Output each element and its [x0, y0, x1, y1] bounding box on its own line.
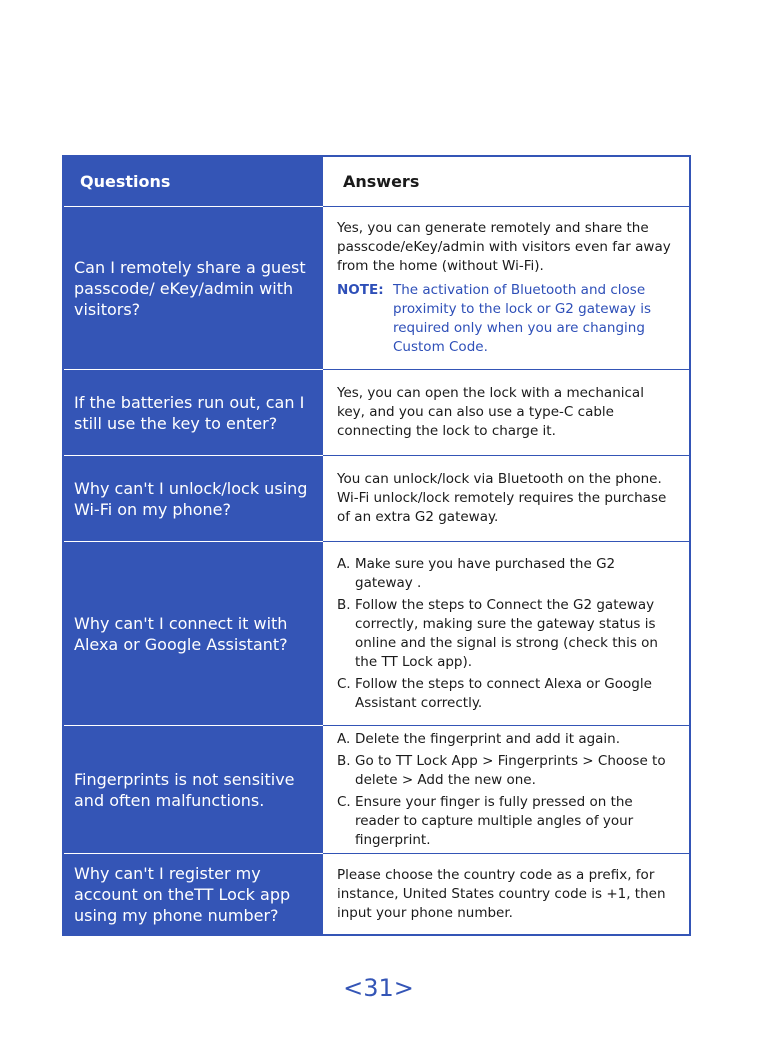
answer-5	[323, 726, 689, 854]
answer-4	[323, 542, 689, 726]
note-text: The activation of Bluetooth and close proximity to the lock or G2 gateway is required only when you are changing Custom Code.	[393, 282, 651, 355]
list-letter: C.	[337, 793, 351, 810]
answer-6-text: Please choose the country code as a prefix, for instance, United States country code is +1, then input your phone number.	[337, 866, 666, 921]
answer-2	[323, 370, 689, 456]
answer-3	[323, 456, 689, 542]
answer-3-text: You can unlock/lock via Bluetooth on the phone. Wi-Fi unlock/lock remotely requires the purchase of an extra G2 gateway.	[337, 471, 667, 525]
answer-1	[323, 207, 689, 370]
list-item	[337, 596, 675, 672]
list-letter: A.	[337, 730, 351, 747]
questions-header: Questions	[64, 157, 323, 207]
list-text: Follow the steps to connect Alexa or Google Assistant correctly.	[355, 675, 652, 711]
list-item	[337, 730, 675, 749]
list-text: Make sure you have purchased the G2 gateway .	[355, 555, 616, 591]
answer-1-text: Yes, you can generate remotely and share the passcode/eKey/admin with visitors even far away from the home (without Wi-Fi).	[337, 220, 671, 274]
note	[337, 281, 675, 357]
question-1: Can I remotely share a guest passcode/ eKey/admin with visitors?	[64, 207, 323, 370]
page-number: <31>	[343, 974, 414, 1002]
list-item	[337, 555, 675, 593]
list-text: Go to TT Lock App > Fingerprints > Choose to delete > Add the new one.	[355, 752, 666, 788]
list-text: Delete the fingerprint and add it again.	[355, 730, 621, 747]
list-letter: B.	[337, 596, 351, 613]
faq-table	[62, 155, 691, 936]
list-text: Follow the steps to Connect the G2 gateway correctly, making sure the gateway status is online and the signal is strong (check this on the TT Lock app).	[355, 596, 658, 670]
list-letter: B.	[337, 752, 351, 769]
note-label: NOTE:	[337, 282, 384, 298]
list-item	[337, 675, 675, 713]
question-2: If the batteries run out, can I still use the key to enter?	[64, 370, 323, 456]
answer-2-text: Yes, you can open the lock with a mechanical key, and you can also use a type-C cable connecting the lock to charge it.	[337, 385, 644, 439]
answer-6	[323, 854, 689, 934]
list-item	[337, 793, 675, 850]
question-5: Fingerprints is not sensitive and often malfunctions.	[64, 726, 323, 854]
list-letter: C.	[337, 675, 351, 692]
list-letter: A.	[337, 555, 351, 572]
list-item	[337, 752, 675, 790]
question-4: Why can't I connect it with Alexa or Google Assistant?	[64, 542, 323, 726]
question-6: Why can't I register my account on theTT Lock app using my phone number?	[64, 854, 323, 934]
answers-header: Answers	[323, 157, 689, 207]
list-text: Ensure your finger is fully pressed on the reader to capture multiple angles of your fingerprint.	[355, 793, 634, 848]
question-3: Why can't I unlock/lock using Wi-Fi on my phone?	[64, 456, 323, 542]
